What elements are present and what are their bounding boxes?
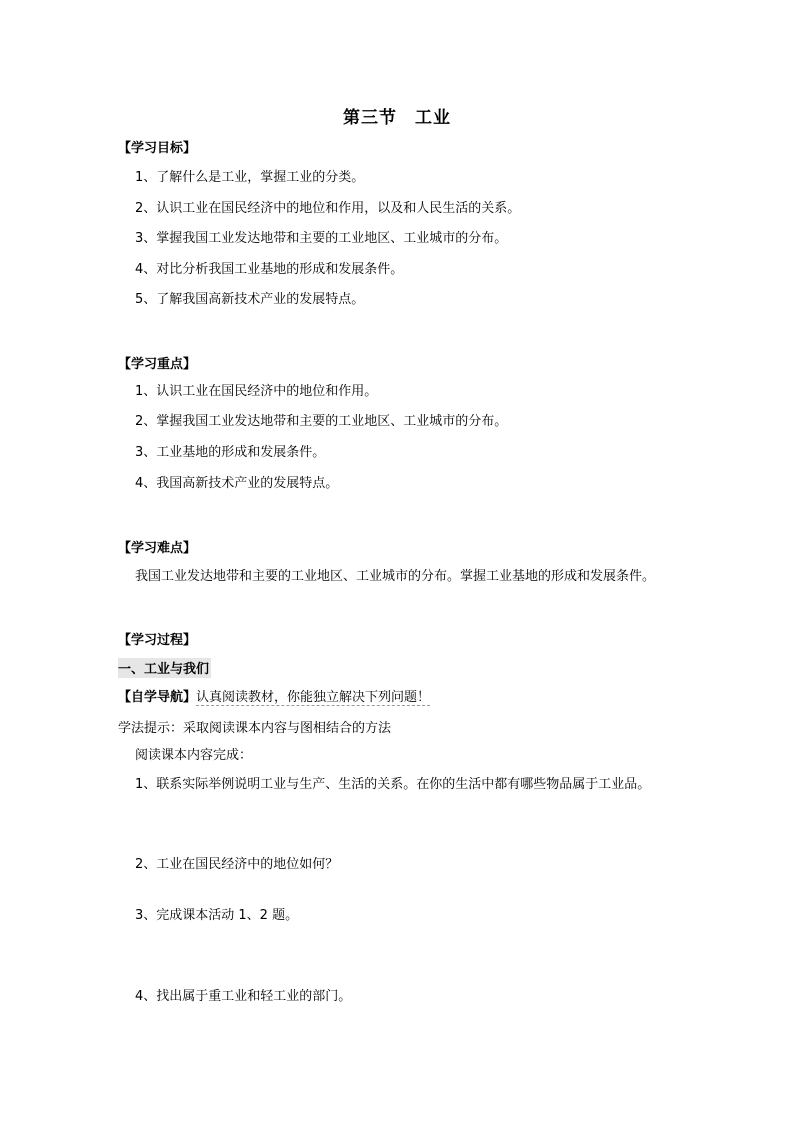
page-title: 第三节 工业 (343, 108, 451, 128)
self-study-label: 【自学导航】 (118, 690, 197, 705)
self-study-line (118, 690, 430, 706)
read-complete-text: 阅读课本内容完成： (135, 748, 253, 763)
key-point-item: 1、认识工业在国民经济中的地位和作用。 (135, 384, 378, 399)
objective-item: 4、对比分析我国工业基地的形成和发展条件。 (135, 262, 404, 277)
process-heading: 【学习过程】 (118, 633, 197, 648)
section-one-title: 一、工业与我们 (118, 658, 211, 678)
key-points-heading: 【学习重点】 (118, 357, 197, 372)
question-item: 3、完成课本活动 1、2 题。 (135, 908, 299, 923)
self-study-text: 认真阅读教材，你能独立解决下列问题！ (196, 690, 431, 705)
objectives-heading: 【学习目标】 (118, 141, 197, 156)
objective-item: 3、掌握我国工业发达地带和主要的工业地区、工业城市的分布。 (135, 231, 508, 246)
objective-item: 2、认识工业在国民经济中的地位和作用，以及和人民生活的关系。 (135, 201, 521, 216)
difficulties-text: 我国工业发达地带和主要的工业地区、工业城市的分布。掌握工业基地的形成和发展条件。 (135, 569, 656, 584)
question-item: 4、找出属于重工业和轻工业的部门。 (135, 989, 352, 1004)
difficulties-heading: 【学习难点】 (118, 541, 197, 556)
key-point-item: 4、我国高新技术产业的发展特点。 (135, 476, 339, 491)
question-item: 2、工业在国民经济中的地位如何？ (135, 857, 339, 872)
question-item: 1、联系实际举例说明工业与生产、生活的关系。在你的生活中都有哪些物品属于工业品。 (135, 777, 651, 792)
objective-item: 5、了解我国高新技术产业的发展特点。 (135, 292, 365, 307)
method-hint: 学法提示：采取阅读课本内容与图相结合的方法 (118, 721, 392, 736)
key-point-item: 3、工业基地的形成和发展条件。 (135, 445, 326, 460)
objective-item: 1、了解什么是工业，掌握工业的分类。 (135, 170, 365, 185)
key-point-item: 2、掌握我国工业发达地带和主要的工业地区、工业城市的分布。 (135, 414, 508, 429)
